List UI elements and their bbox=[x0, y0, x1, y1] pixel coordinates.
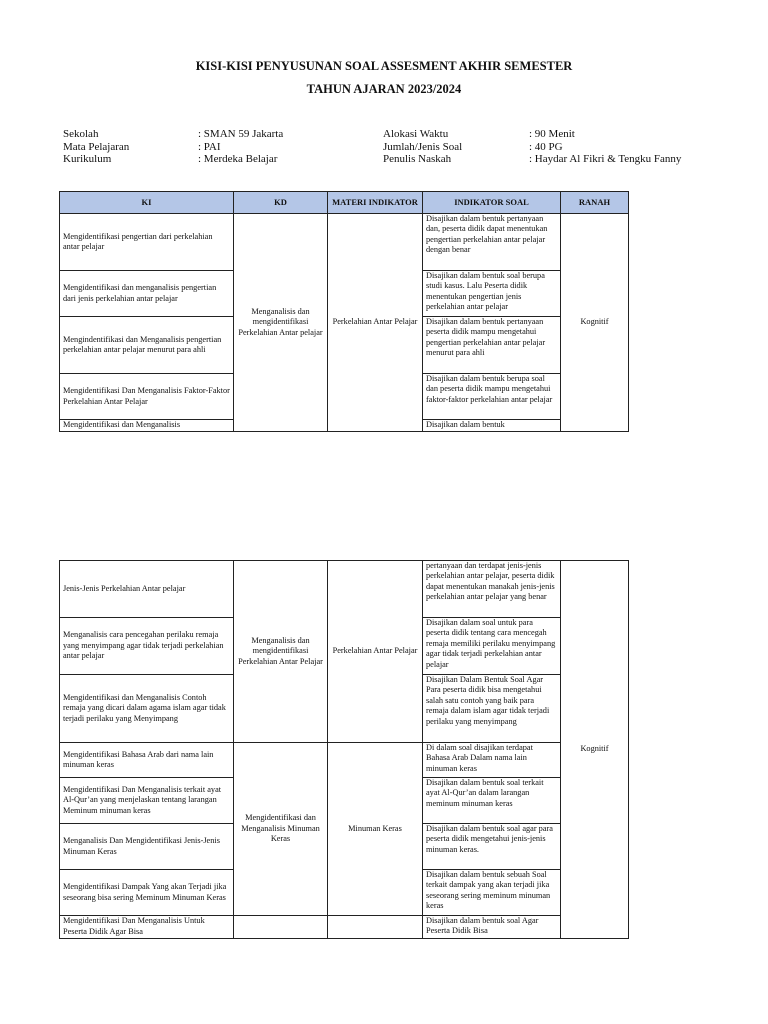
info-left-values bbox=[198, 128, 283, 166]
grid-table-2 bbox=[59, 560, 629, 939]
ki-cell: Mengidentifikasi Dampak Yang akan Terjadi jika seseorang bisa sering Meminum Minuman Keras bbox=[60, 870, 234, 916]
indicator-cell: Disajikan dalam bentuk pertanyaan dan, peserta didik dapat menentukan pengertian perkelahian antar pelajar dengan benar bbox=[423, 214, 561, 271]
indicator-cell: pertanyaan dan terdapat jenis-jenis perkelahian antar pelajar, peserta didik dapat menentukan manakah jenis-jenis perkelahian antar pelajar yang benar bbox=[423, 561, 561, 618]
indicator-cell: Disajikan dalam bentuk soal berupa studi kasus. Lalu Peserta didik menentukan pengertian jenis perkelahian antar pelajar bbox=[423, 271, 561, 317]
indicator-cell: Disajikan dalam bentuk pertanyaan peserta didik mampu mengetahui pengertian perkelahian antar pelajar menurut para ahli bbox=[423, 317, 561, 374]
materi-cell-empty bbox=[328, 916, 423, 939]
materi-cell: Perkelahian Antar Pelajar bbox=[328, 561, 423, 743]
header-ranah: RANAH bbox=[561, 192, 629, 214]
table-row bbox=[60, 214, 629, 271]
header-kd: KD bbox=[234, 192, 328, 214]
info-label-subject: Mata Pelajaran bbox=[63, 140, 130, 153]
header-ki: KI bbox=[60, 192, 234, 214]
indicator-cell: Disajikan dalam bentuk bbox=[423, 420, 561, 432]
ki-cell: Mengidentifikasi dan Menganalisis Contoh remaja yang dicari dalam agama islam agar tidak terjadi perilaku yang Menyimpang bbox=[60, 675, 234, 743]
info-value-subject: : PAI bbox=[198, 140, 221, 153]
ki-cell: Mengidentifikasi dan menganalisis pengertian dari jenis perkelahian antar pelajar bbox=[60, 271, 234, 317]
kd-cell: Menganalisis dan mengidentifikasi Perkelahian Antar pelajar bbox=[234, 214, 328, 432]
materi-cell: Minuman Keras bbox=[328, 743, 423, 916]
ki-cell: Mengidentifikasi Bahasa Arab dari nama lain minuman keras bbox=[60, 743, 234, 778]
kd-cell: Menganalisis dan mengidentifikasi Perkelahian Antar Pelajar bbox=[234, 561, 328, 743]
ranah-cell: Kognitif bbox=[561, 214, 629, 432]
header-materi: MATERI INDIKATOR bbox=[328, 192, 423, 214]
info-value-curriculum: : Merdeka Belajar bbox=[198, 153, 278, 166]
header-indikator: INDIKATOR SOAL bbox=[423, 192, 561, 214]
info-value-school: : SMAN 59 Jakarta bbox=[198, 128, 284, 140]
grid-table-1 bbox=[59, 191, 629, 432]
indicator-cell: Disajikan dalam soal untuk para peserta didik tentang cara mencegah remaja memiliki perilaku menyimpang agar tidak terjadi perkelahian antar pelajar bbox=[423, 618, 561, 675]
materi-cell: Perkelahian Antar Pelajar bbox=[328, 214, 423, 432]
indicator-cell: Di dalam soal disajikan terdapat Bahasa Arab Dalam nama lain minuman keras bbox=[423, 743, 561, 778]
indicator-cell: Disajikan dalam bentuk sebuah Soal terkait dampak yang akan terjadi jika seseorang sering meminum minuman keras bbox=[423, 870, 561, 916]
ki-cell: Mengidentifikasi Dan Menganalisis terkait ayat Al-Qur’an yang menjelaskan tentang larangan Meminum minuman keras bbox=[60, 778, 234, 824]
info-value-time: : 90 Menit bbox=[529, 128, 575, 140]
table-header-row bbox=[60, 192, 629, 214]
info-right-values bbox=[529, 128, 681, 166]
info-label-question-count: Jumlah/Jenis Soal bbox=[383, 140, 463, 153]
ki-cell: Mengidentifikasi dan Menganalisis bbox=[60, 420, 234, 432]
ki-cell: Jenis-Jenis Perkelahian Antar pelajar bbox=[60, 561, 234, 618]
indicator-cell: Disajikan dalam bentuk soal Agar Peserta Didik Bisa bbox=[423, 916, 561, 939]
info-label-curriculum: Kurikulum bbox=[63, 153, 112, 166]
info-left-labels bbox=[63, 128, 129, 166]
ki-cell: Mengindentifikasi dan Menganalisis pengertian perkelahian antar pelajar menurut para ahli bbox=[60, 317, 234, 374]
info-label-time: Alokasi Waktu bbox=[383, 128, 449, 140]
ki-cell: Menganalisis Dan Mengidentifikasi Jenis-Jenis Minuman Keras bbox=[60, 824, 234, 870]
info-value-author: : Haydar Al Fikri & Tengku Fanny bbox=[529, 153, 682, 166]
indicator-cell: Disajikan dalam bentuk soal agar para peserta didik mengetahui jenis-jenis minuman keras. bbox=[423, 824, 561, 870]
info-value-question-count: : 40 PG bbox=[529, 140, 563, 153]
indicator-cell: Disajikan dalam bentuk soal terkait ayat Al-Qur’an dalam larangan meminum minuman keras bbox=[423, 778, 561, 824]
document-subtitle: TAHUN AJARAN 2023/2024 bbox=[306, 82, 462, 96]
ranah-cell: Kognitif bbox=[561, 561, 629, 939]
table-row bbox=[60, 561, 629, 618]
info-right-labels bbox=[383, 128, 462, 166]
ki-cell: Mengidentifikasi pengertian dari perkelahian antar pelajar bbox=[60, 214, 234, 271]
kd-cell-empty bbox=[234, 916, 328, 939]
ki-cell: Mengidentifikasi Dan Menganalisis Untuk Peserta Didik Agar Bisa bbox=[60, 916, 234, 939]
table-row bbox=[60, 916, 629, 939]
kd-cell: Mengidentifikasi dan Menganalisis Minuman Keras bbox=[234, 743, 328, 916]
info-label-school: Sekolah bbox=[63, 128, 99, 140]
ki-cell: Menganalisis cara pencegahan perilaku remaja yang menyimpang agar tidak terjadi perkelahian antar pelajar bbox=[60, 618, 234, 675]
info-label-author: Penulis Naskah bbox=[383, 153, 452, 166]
document-title: KISI-KISI PENYUSUNAN SOAL ASSESMENT AKHIR SEMESTER bbox=[195, 59, 573, 73]
ki-cell: Mengidentifikasi Dan Menganalisis Faktor-Faktor Perkelahian Antar Pelajar bbox=[60, 374, 234, 420]
table-row bbox=[60, 743, 629, 778]
indicator-cell: Disajikan Dalam Bentuk Soal Agar Para peserta didik bisa mengetahui salah satu contoh yang baik para remaja dalam islam agar tidak terjadi perilaku yang menyimpang bbox=[423, 675, 561, 743]
indicator-cell: Disajikan dalam bentuk berupa soal dan peserta didik mampu mengetahui faktor-faktor perkelahian antar pelajar bbox=[423, 374, 561, 420]
